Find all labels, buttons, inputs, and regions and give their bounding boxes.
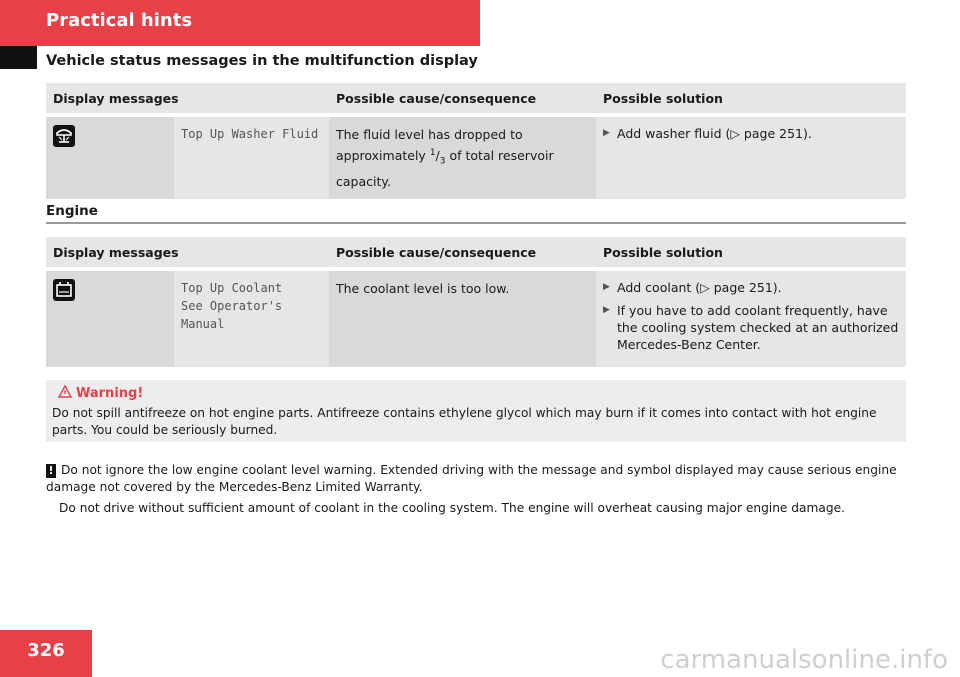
table-row bbox=[46, 117, 906, 199]
display-message: Top Up Coolant See Operator's Manual bbox=[174, 271, 329, 367]
header-possible-cause: Possible cause/consequence bbox=[329, 237, 596, 267]
section-title: Vehicle status messages in the multifunction display bbox=[46, 53, 478, 69]
solution-cell bbox=[596, 271, 906, 367]
table-row bbox=[46, 271, 906, 367]
symbol-cell bbox=[46, 117, 174, 199]
symbol-cell bbox=[46, 271, 174, 367]
solution-item: ▶ Add washer fluid (▷ page 251). bbox=[603, 125, 899, 142]
notice-line-2: Do not drive without sufficient amount of coolant in the cooling system. The engine will overheat causing major engine damage. bbox=[59, 501, 845, 515]
warning-text: Do not spill antifreeze on hot engine parts. Antifreeze contains ethylene glycol which may burn if it comes into contact with hot engine parts. You could be seriously burned. bbox=[52, 406, 877, 437]
header-bar bbox=[0, 0, 480, 46]
header-possible-cause: Possible cause/consequence bbox=[329, 83, 596, 113]
notice-line-1: Do not ignore the low engine coolant level warning. Extended driving with the message and symbol displayed may cause serious engine damage not covered by the Mercedes-Benz Limited Warranty. bbox=[46, 463, 897, 494]
status-table-coolant bbox=[46, 237, 906, 367]
warning-box bbox=[46, 380, 906, 442]
header-possible-solution: Possible solution bbox=[596, 83, 906, 113]
header-display-messages: Display messages bbox=[46, 83, 329, 113]
watermark: carmanualsonline.info bbox=[660, 645, 948, 675]
page-number: 326 bbox=[27, 640, 65, 661]
engine-heading: Engine bbox=[46, 203, 98, 219]
washer-fluid-icon bbox=[53, 125, 75, 147]
warning-title-row bbox=[58, 385, 143, 401]
cause-cell: The coolant level is too low. bbox=[329, 271, 596, 367]
coolant-level-icon bbox=[53, 279, 75, 301]
display-message: Top Up Washer Fluid bbox=[174, 117, 329, 199]
cause-text-b: of total reservoir capacity. bbox=[336, 148, 554, 189]
warning-triangle-icon bbox=[58, 385, 72, 398]
fraction-denominator: 3 bbox=[439, 156, 446, 167]
header-display-messages: Display messages bbox=[46, 237, 329, 267]
cause-cell bbox=[329, 117, 596, 199]
header-possible-solution: Possible solution bbox=[596, 237, 906, 267]
warning-title: Warning! bbox=[76, 386, 144, 401]
fraction-slash: / bbox=[435, 148, 440, 164]
notice-block bbox=[46, 462, 908, 521]
solution-item: ▶ Add coolant (▷ page 251). bbox=[603, 279, 899, 296]
divider bbox=[46, 222, 906, 224]
solution-cell bbox=[596, 117, 906, 199]
cause-text-a: The fluid level has dropped to approximately bbox=[336, 127, 523, 164]
table-header-row bbox=[46, 83, 906, 113]
exclamation-icon: ! bbox=[46, 464, 56, 478]
table-header-row bbox=[46, 237, 906, 267]
black-tab-marker bbox=[0, 46, 37, 69]
notice-paragraph bbox=[46, 462, 908, 496]
fraction-numerator: 1 bbox=[429, 148, 436, 158]
status-table-washer bbox=[46, 83, 906, 199]
header-title: Practical hints bbox=[46, 10, 193, 31]
page-number-tab bbox=[0, 630, 92, 677]
solution-item: ▶ If you have to add coolant frequently, have the cooling system checked at an authorized Mercedes-Benz Center. bbox=[603, 302, 899, 353]
